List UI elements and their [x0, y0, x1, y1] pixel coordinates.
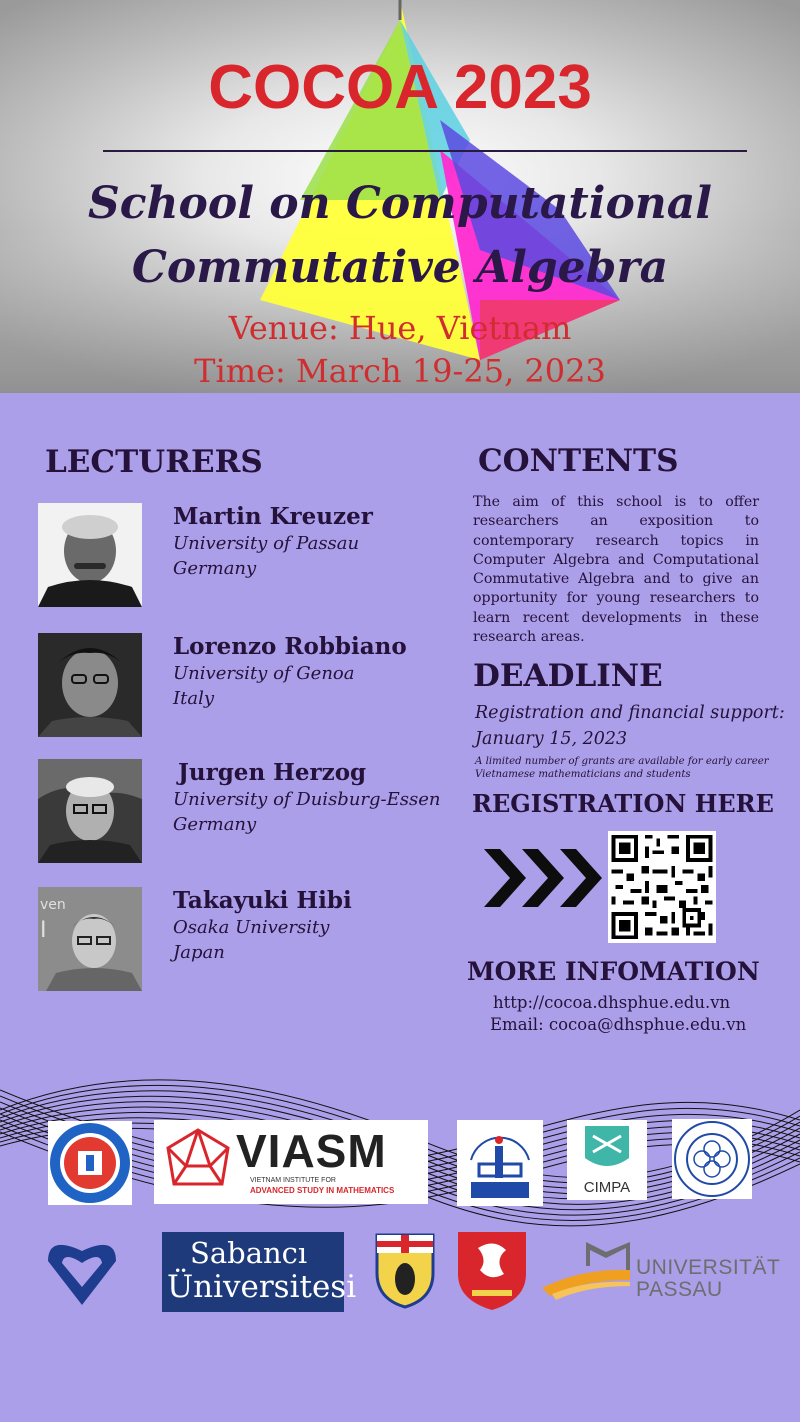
seams-logo — [672, 1119, 752, 1199]
lecturer-country: Japan — [173, 942, 225, 963]
grant-note-line1: A limited number of grants are available for early career — [475, 756, 769, 767]
lecturer-country: Germany — [173, 558, 257, 579]
lecturer-photo — [38, 503, 142, 607]
event-title: COCOA 2023 — [208, 53, 592, 122]
hero-banner — [0, 0, 800, 393]
lecturer-affiliation: University of Duisburg-Essen — [173, 789, 441, 810]
lecturer-card — [38, 887, 438, 993]
event-time: Time: March 19-25, 2023 — [194, 352, 606, 390]
deadline-label: Registration and financial support: — [475, 703, 785, 723]
grant-note-line2: Vietnamese mathematicians and students — [475, 769, 691, 780]
cimpa-name: CIMPA — [583, 1179, 631, 1196]
lecturer-photo — [38, 887, 142, 991]
lecturer-card — [38, 759, 441, 865]
sabanci-university-logo — [162, 1232, 357, 1312]
lecturers-heading: LECTURERS — [45, 444, 263, 480]
lecturer-name: Martin Kreuzer — [173, 503, 373, 530]
lecturer-photo — [38, 633, 142, 737]
lecturer-affiliation: University of Genoa — [173, 663, 355, 684]
lecturer-affiliation: Osaka University — [173, 917, 330, 938]
lecturer-photo — [38, 759, 142, 863]
event-venue: Venue: Hue, Vietnam — [228, 309, 572, 347]
osaka-university-logo — [44, 1231, 120, 1307]
event-subtitle-line1: School on Computational — [87, 178, 713, 229]
title-divider — [103, 150, 747, 152]
registration-qr-code[interactable] — [608, 831, 716, 943]
lecturer-name: Jurgen Herzog — [178, 759, 367, 786]
sabanci-line2: Üniversitesi — [167, 1269, 357, 1305]
deadline-date: January 15, 2023 — [475, 729, 628, 749]
lecturer-card — [38, 503, 438, 609]
vien-toan-hoc-logo — [457, 1120, 543, 1206]
viasm-name: VIASM — [236, 1125, 387, 1177]
viasm-subtitle: VIETNAM INSTITUTE FOR — [250, 1177, 336, 1184]
genoa-university-logo — [375, 1233, 435, 1309]
lecturer-country: Germany — [173, 814, 257, 835]
viasm-logo — [154, 1120, 428, 1204]
viasm-subtitle-red: ADVANCED STUDY IN MATHEMATICS — [250, 1186, 395, 1195]
svg-text:I: I — [40, 918, 47, 943]
lecturer-name: Lorenzo Robbiano — [173, 633, 407, 660]
hue-university-dragon-logo — [454, 1230, 530, 1312]
arrows-right-icon — [484, 847, 602, 909]
lecturer-affiliation: University of Passau — [173, 533, 360, 554]
contents-heading: CONTENTS — [478, 443, 679, 479]
passau-logo-mark — [542, 1240, 634, 1302]
sabanci-line1: Sabancı — [190, 1236, 308, 1270]
lecturer-card — [38, 633, 438, 739]
event-subtitle-line2: Commutative Algebra — [131, 242, 669, 293]
registration-heading: REGISTRATION HERE — [472, 789, 774, 818]
lecturer-country: Italy — [173, 688, 215, 709]
svg-text:ven: ven — [40, 897, 66, 913]
cimpa-logo — [567, 1120, 647, 1200]
passau-line1: UNIVERSITÄT — [636, 1256, 781, 1279]
more-info-heading: MORE INFOMATION — [467, 957, 760, 986]
hue-university-logo — [48, 1121, 132, 1205]
passau-line2: PASSAU — [636, 1278, 723, 1301]
deadline-heading: DEADLINE — [473, 658, 663, 694]
lecturer-name: Takayuki Hibi — [173, 887, 352, 914]
website-link[interactable]: http://cocoa.dhsphue.edu.vn — [493, 993, 731, 1012]
contents-description: The aim of this school is to offer researchers an exposition to contemporary research topics in Computer Algebra and Computational Commutative Algebra and to give an opportunity for young researchers to learn recent developments in these research areas. — [473, 494, 759, 646]
contact-email[interactable]: Email: cocoa@dhsphue.edu.vn — [490, 1015, 747, 1034]
